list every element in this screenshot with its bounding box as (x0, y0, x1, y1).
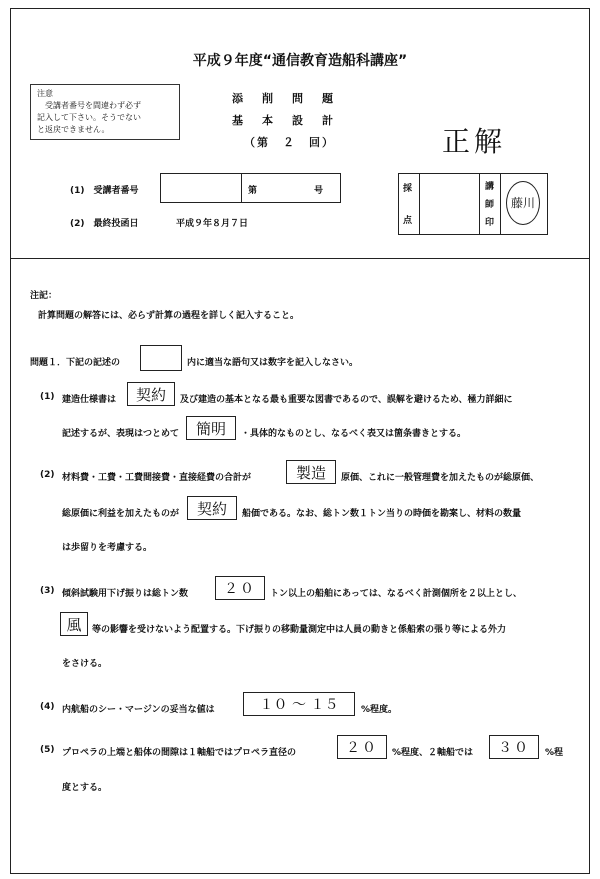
deadline-value: 平成９年８月７日 (176, 219, 249, 229)
notice-line: 記入して下さい。そうでない (37, 113, 141, 122)
item-number: (5) (40, 745, 55, 755)
item4-text-a: 内航船のシー・マージンの妥当な値は (62, 705, 215, 715)
page-title: 平成９年度“通信教育造船科講座” (192, 53, 408, 69)
item2-text-d: 船価である。なお、総トン数１トン当りの時価を勘案し、材料の数量 (242, 509, 522, 519)
item3-text-b: トン以上の船舶にあっては、なるべく計測個所を２以上とし、 (270, 589, 522, 599)
notes-heading: 注記： (30, 291, 58, 301)
student-no-input[interactable] (160, 173, 242, 203)
item2-text-a: 材料費・工費・工費間接費・直接経費の合計が (62, 473, 252, 483)
answer-box[interactable]: 簡明 (186, 416, 236, 440)
teacher-label-char: 師 (485, 200, 495, 210)
answer-box[interactable]: 風 (60, 612, 88, 636)
notes-body: 計算問題の解答には、必らず計算の過程を詳しく記入すること。 (38, 311, 300, 321)
answer-box[interactable]: ２０ (337, 735, 387, 759)
answer-box[interactable]: １０ ～ １５ (243, 692, 355, 716)
item3-text-c: 等の影響を受けないよう配置する。下げ振りの移動量測定中は人員の動きと係船索の張り等による外力 (92, 625, 507, 635)
item5-text-a: プロペラの上端と船体の間隙は１軸船ではプロペラ直径の (62, 748, 297, 758)
student-no-label: (1) 受講者番号 (70, 186, 139, 196)
answer-box[interactable]: ２０ (215, 576, 265, 600)
answer-box[interactable]: ３０ (489, 735, 539, 759)
notice-line: 注意 (37, 89, 53, 98)
item-number: (4) (40, 702, 55, 712)
answer-box[interactable]: 製造 (286, 460, 336, 484)
score-label-cell (398, 173, 420, 235)
teacher-label-char: 講 (485, 182, 495, 192)
item2-text-e: は歩留りを考慮する。 (62, 543, 153, 553)
item5-text-d: 度とする。 (62, 783, 108, 793)
item1-text-a: 建造仕様書は (62, 395, 117, 405)
item3-text-d: をさける。 (62, 659, 108, 669)
question-intro-a: 問題１．下記の記述の (30, 358, 121, 368)
item4-text-b: %程度。 (361, 705, 398, 715)
item3-text-a: 傾斜試験用下げ振りは総トン数 (62, 589, 189, 599)
teacher-seal: 藤川 (506, 181, 540, 225)
notice-box (30, 84, 180, 140)
notice-line: 受講者番号を間違わず必ず (45, 101, 141, 110)
round-label: （第 ２ 回） (244, 136, 335, 149)
item1-text-d: ・具体的なものとし、なるべく表又は箇条書きとする。 (241, 429, 467, 439)
item2-text-b: 原価、これに一般管理費を加えたものが総原価、 (341, 473, 540, 483)
correct-answer-mark: 正解 (442, 125, 507, 158)
item2-text-c: 総原価に利益を加えたものが (62, 509, 180, 519)
teacher-label-cell (479, 173, 501, 235)
item-number: (1) (40, 392, 55, 402)
question-intro-b: 内に適当な語句又は数字を記入しなさい。 (187, 358, 359, 368)
item-number: (3) (40, 586, 55, 596)
item1-text-c: 記述するが、表現はつとめて (62, 429, 180, 439)
score-label-char: 点 (403, 216, 413, 226)
go-label: 号 (314, 186, 324, 196)
item5-text-b: %程度、２軸船では (392, 748, 474, 758)
answer-box[interactable]: 契約 (187, 496, 237, 520)
item-number: (2) (40, 470, 55, 480)
doc-type-1: 添 削 問 題 (232, 92, 337, 105)
doc-type-2: 基 本 設 計 (232, 114, 337, 127)
dai-label: 第 (248, 186, 258, 196)
score-label-char: 採 (403, 184, 413, 194)
student-no-suffix-box (241, 173, 341, 203)
header-divider (10, 258, 590, 259)
teacher-label-char: 印 (485, 218, 495, 228)
answer-box[interactable]: 契約 (127, 382, 175, 406)
item1-text-b: 及び建造の基本となる最も重要な図書であるので、誤解を避けるため、極力詳細に (180, 395, 513, 405)
item5-text-c: %程 (545, 748, 564, 758)
deadline-label: (2) 最終投函日 (70, 219, 139, 229)
notice-line: と返戻できません。 (37, 125, 110, 134)
blank-example-box (140, 345, 182, 371)
